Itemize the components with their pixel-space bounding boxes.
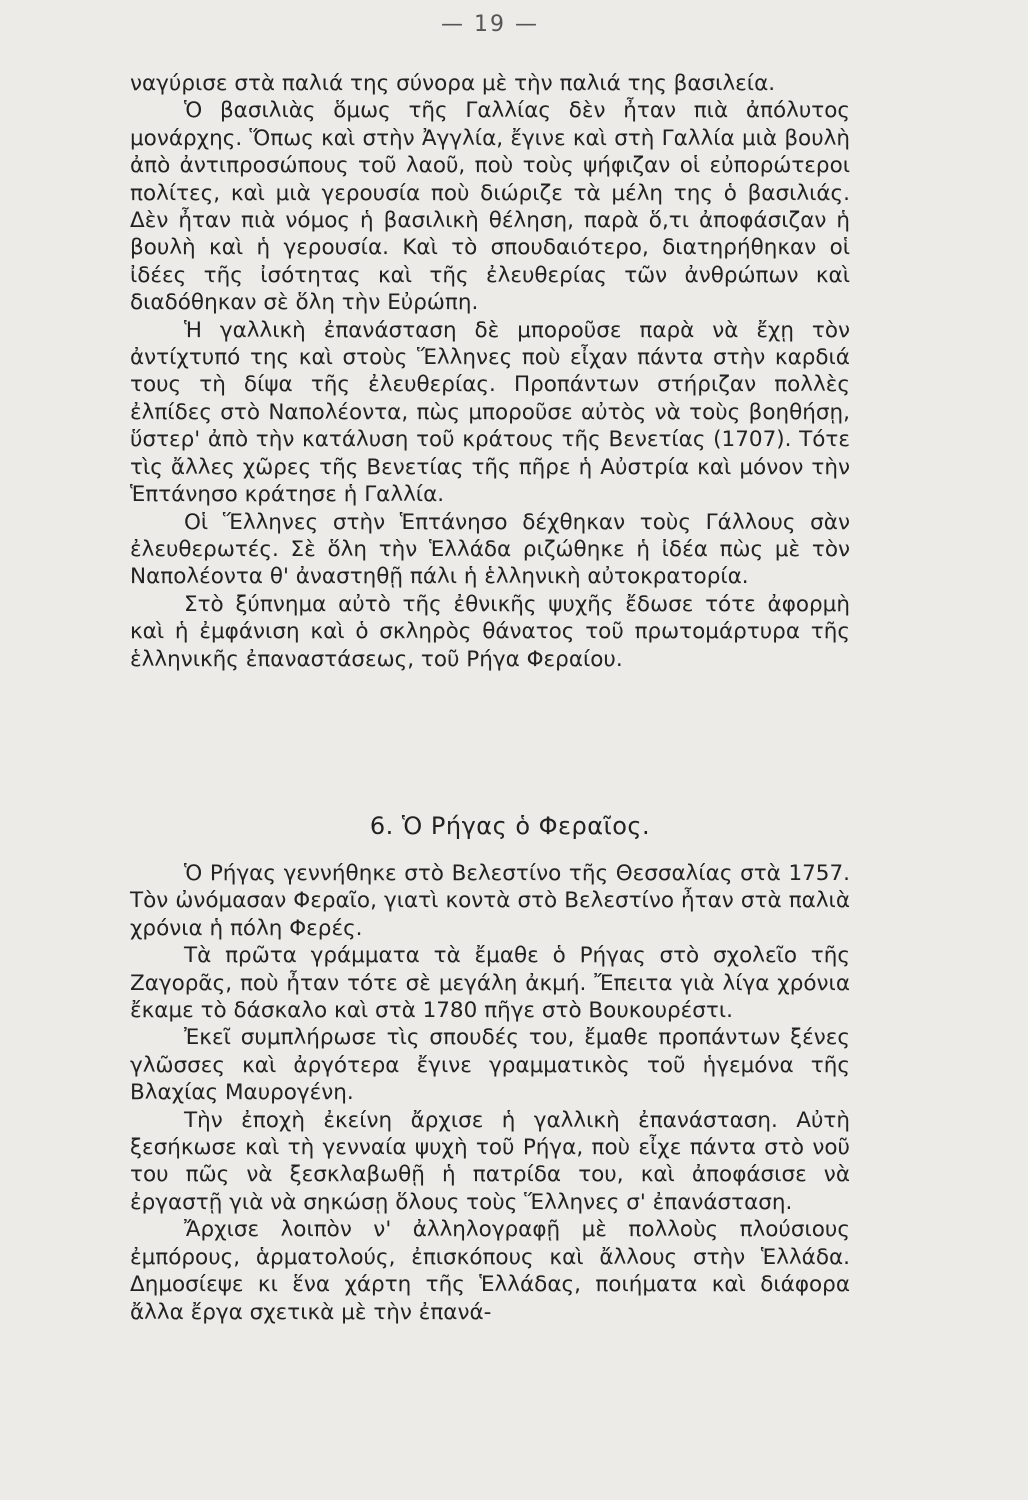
- paragraph: Ὁ Ρήγας γεννήθηκε στὸ Βελεστίνο τῆς Θεσσαλίας στὰ 1757. Τὸν ὠνόμασαν Φεραῖο, γιατὶ κοντὰ στὸ Βελεστίνο ἦταν στὰ παλιὰ χρόνια ἡ πόλη Φερές.: [130, 861, 850, 941]
- paragraph: Ἄρχισε λοιπὸν ν' ἀλληλογραφῇ μὲ πολλοὺς πλούσιους ἐμπόρους, ἁρματολούς, ἐπισκόπους καὶ ἄλλους στὴν Ἑλλάδα. Δημοσίεψε κι ἕνα χάρτη τῆς Ἑλλάδας, ποιήματα καὶ διάφορα ἄλλα ἔργα σχετικὰ μὲ τὴν ἐπανά-: [130, 1217, 850, 1325]
- paragraph: Οἱ Ἕλληνες στὴν Ἑπτάνησο δέχθηκαν τοὺς Γάλλους σὰν ἐλευθερωτές. Σὲ ὅλη τὴν Ἑλλάδα ριζώθηκε ἡ ἰδέα πὼς μὲ τὸν Ναπολέοντα θ' ἀναστηθῇ πάλι ἡ ἑλληνικὴ αὐτοκρατορία.: [130, 509, 850, 590]
- paragraph: Ὁ βασιλιὰς ὅμως τῆς Γαλλίας δὲν ἦταν πιὰ ἀπόλυτος μονάρχης. Ὅπως καὶ στὴν Ἀγγλία, ἔγινε καὶ στὴ Γαλλία μιὰ βουλὴ ἀπὸ ἀντιπροσώπους τοῦ λαοῦ, ποὺ τοὺς ψήφιζαν οἱ εὐπορώτεροι πολίτες, καὶ μιὰ γερουσία ποὺ διώριζε τὰ μέλη της ὁ βασιλιάς. Δὲν ἦταν πιὰ νόμος ἡ βασιλικὴ θέληση, παρὰ ὅ,τι ἀποφάσιζαν ἡ βουλὴ καὶ ἡ γερουσία. Καὶ τὸ σπουδαιότερο, διατηρήθηκαν οἱ ἰδέες τῆς ἰσότητας καὶ τῆς ἐλευθερίας τῶν ἀνθρώπων καὶ διαδόθηκαν σὲ ὅλη τὴν Εὐρώπη.: [130, 98, 850, 316]
- page-number: — 19 —: [441, 12, 539, 37]
- paragraph: Τὰ πρῶτα γράμματα τὰ ἔμαθε ὁ Ρήγας στὸ σχολεῖο τῆς Ζαγορᾶς, ποὺ ἦταν τότε σὲ μεγάλη ἀκμή. Ἔπειτα γιὰ λίγα χρόνια ἔκαμε τὸ δάσκαλο καὶ στὰ 1780 πῆγε στὸ Βουκουρέστι.: [130, 943, 850, 1024]
- paragraph: ναγύρισε στὰ παλιά της σύνορα μὲ τὴν παλιά της βασιλεία.: [130, 71, 776, 96]
- paragraph: Τὴν ἐποχὴ ἐκείνη ἄρχισε ἡ γαλλικὴ ἐπανάσταση. Αὐτὴ ξεσήκωσε καὶ τὴ γενναία ψυχὴ τοῦ Ρήγα, ποὺ εἶχε πάντα στὸ νοῦ του πῶς νὰ ξεσκλαβωθῇ ἡ πατρίδα του, καὶ ἀποφάσισε νὰ ἐργαστῇ γιὰ νὰ σηκώσῃ ὅλους τοὺς Ἕλληνες σ' ἐπανάσταση.: [130, 1107, 850, 1215]
- text-block-before-heading: [130, 70, 850, 673]
- paragraph: Ἡ γαλλικὴ ἐπανάσταση δὲ μποροῦσε παρὰ νὰ ἔχῃ τὸν ἀντίχτυπό της καὶ στοὺς Ἕλληνες ποὺ εἶχαν πάντα στὴν καρδιά τους τὴ δίψα τῆς ἐλευθερίας. Προπάντων στήριζαν πολλὲς ἐλπίδες στὸ Ναπολέοντα, πὼς μποροῦσε αὐτὸς νὰ τοὺς βοηθήσῃ, ὕστερ' ἀπὸ τὴν κατάλυση τοῦ κράτους τῆς Βενετίας (1707). Τότε τὶς ἄλλες χῶρες τῆς Βενετίας τῆς πῆρε ἡ Αὐστρία καὶ μόνον τὴν Ἑπτάνησο κράτησε ἡ Γαλλία.: [130, 317, 850, 508]
- chapter-heading: 6. Ὁ Ρήγας ὁ Φεραῖος.: [369, 812, 651, 840]
- paragraph: Ἐκεῖ συμπλήρωσε τὶς σπουδές του, ἔμαθε προπάντων ξένες γλῶσσες καὶ ἀργότερα ἔγινε γραμματικὸς τοῦ ἡγεμόνα τῆς Βλαχίας Μαυρογένη.: [130, 1025, 850, 1106]
- text-block-chapter-6: [130, 812, 850, 1326]
- paragraph: Στὸ ξύπνημα αὐτὸ τῆς ἐθνικῆς ψυχῆς ἔδωσε τότε ἀφορμὴ καὶ ἡ ἐμφάνιση καὶ ὁ σκληρὸς θάνατος τοῦ πρωτομάρτυρα τῆς ἑλληνικῆς ἐπαναστάσεως, τοῦ Ρήγα Φεραίου.: [130, 591, 850, 672]
